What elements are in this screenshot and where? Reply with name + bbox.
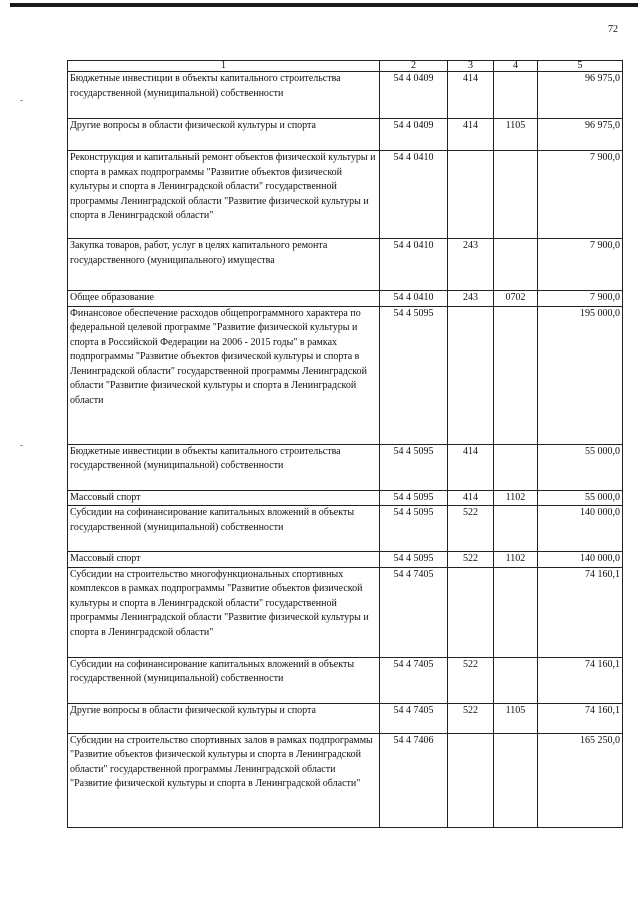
- row-code: 54 4 0409: [380, 119, 448, 151]
- row-fkr: 0702: [494, 291, 538, 307]
- row-sum: 55 000,0: [538, 444, 623, 490]
- table-row: [68, 506, 623, 552]
- row-sum: 55 000,0: [538, 490, 623, 506]
- table-row: [68, 567, 623, 657]
- row-name: Субсидии на софинансирование капитальных вложений в объекты государственной (муниципальной) собственности: [68, 657, 380, 703]
- row-name: Бюджетные инвестиции в объекты капитального строительства государственной (муниципальной) собственности: [68, 444, 380, 490]
- scan-mark: [20, 445, 23, 446]
- budget-table: [67, 60, 623, 828]
- row-name: Массовый спорт: [68, 490, 380, 506]
- header-col-2: 2: [380, 61, 448, 72]
- row-code: 54 4 5095: [380, 490, 448, 506]
- row-code: 54 4 5095: [380, 306, 448, 444]
- row-fkr: 1105: [494, 703, 538, 733]
- row-kvr: 522: [448, 703, 494, 733]
- row-sum: 7 900,0: [538, 151, 623, 239]
- row-fkr: [494, 657, 538, 703]
- row-name: Субсидии на софинансирование капитальных вложений в объекты государственной (муниципальной) собственности: [68, 506, 380, 552]
- row-sum: 74 160,1: [538, 703, 623, 733]
- header-col-1: 1: [68, 61, 380, 72]
- row-name: Другие вопросы в области физической культуры и спорта: [68, 119, 380, 151]
- top-border-bar: [10, 3, 638, 7]
- table-row: [68, 72, 623, 119]
- row-code: 54 4 0410: [380, 291, 448, 307]
- header-col-3: 3: [448, 61, 494, 72]
- row-kvr: 414: [448, 444, 494, 490]
- table-row: [68, 552, 623, 568]
- row-code: 54 4 7405: [380, 567, 448, 657]
- row-code: 54 4 0410: [380, 151, 448, 239]
- row-sum: 74 160,1: [538, 567, 623, 657]
- row-code: 54 4 5095: [380, 552, 448, 568]
- row-sum: 140 000,0: [538, 552, 623, 568]
- row-sum: 140 000,0: [538, 506, 623, 552]
- row-name: Закупка товаров, работ, услуг в целях капитального ремонта государственного (муниципального) имущества: [68, 239, 380, 291]
- table-row: [68, 151, 623, 239]
- row-name: Реконструкция и капитальный ремонт объектов физической культуры и спорта в рамках подпрограммы "Развитие объектов физической культуры и спорта в Ленинградской области" государственной программы Ленинградской области "Развитие физической культуры и спорта в Ленинградской области": [68, 151, 380, 239]
- row-kvr: 414: [448, 119, 494, 151]
- row-sum: 96 975,0: [538, 119, 623, 151]
- row-fkr: [494, 72, 538, 119]
- row-kvr: [448, 151, 494, 239]
- row-sum: 74 160,1: [538, 657, 623, 703]
- row-fkr: [494, 506, 538, 552]
- row-name: Субсидии на строительство спортивных залов в рамках подпрограммы "Развитие объектов физической культуры и спорта в Ленинградской области" государственной программы Ленинградской области "Развитие физической культуры и спорта в Ленинградской области": [68, 733, 380, 827]
- row-fkr: 1102: [494, 552, 538, 568]
- row-sum: 195 000,0: [538, 306, 623, 444]
- row-kvr: [448, 306, 494, 444]
- row-name: Бюджетные инвестиции в объекты капитального строительства государственной (муниципальной) собственности: [68, 72, 380, 119]
- row-code: 54 4 7406: [380, 733, 448, 827]
- row-kvr: 414: [448, 72, 494, 119]
- table-row: [68, 306, 623, 444]
- table-row: [68, 239, 623, 291]
- row-fkr: [494, 733, 538, 827]
- row-code: 54 4 0410: [380, 239, 448, 291]
- table-header-row: [68, 61, 623, 72]
- row-sum: 96 975,0: [538, 72, 623, 119]
- row-code: 54 4 7405: [380, 703, 448, 733]
- header-col-4: 4: [494, 61, 538, 72]
- table-row: [68, 291, 623, 307]
- scan-mark: [20, 100, 23, 101]
- table-row: [68, 119, 623, 151]
- row-fkr: [494, 567, 538, 657]
- table-row: [68, 444, 623, 490]
- row-code: 54 4 5095: [380, 444, 448, 490]
- row-sum: 7 900,0: [538, 291, 623, 307]
- row-name: Субсидии на строительство многофункциональных спортивных комплексов в рамках подпрограммы "Развитие объектов физической культуры и спорта в Ленинградской области" государственной программы Ленинградской области "Развитие физической культуры и спорта в Ленинградской области": [68, 567, 380, 657]
- row-name: Финансовое обеспечение расходов общепрограммного характера по федеральной целевой программе "Развитие физической культуры и спорта в Российской Федерации на 2006 - 2015 годы" в рамках подпрограммы "Развитие объектов физической культуры и спорта в Ленинградской области" государственной программы Ленинградской области "Развитие физической культуры и спорта в Ленинградской области: [68, 306, 380, 444]
- row-kvr: 522: [448, 506, 494, 552]
- row-kvr: 522: [448, 552, 494, 568]
- row-kvr: 243: [448, 239, 494, 291]
- row-name: Общее образование: [68, 291, 380, 307]
- row-kvr: 522: [448, 657, 494, 703]
- row-name: Массовый спорт: [68, 552, 380, 568]
- row-kvr: [448, 567, 494, 657]
- row-code: 54 4 7405: [380, 657, 448, 703]
- row-sum: 7 900,0: [538, 239, 623, 291]
- table-row: [68, 733, 623, 827]
- row-sum: 165 250,0: [538, 733, 623, 827]
- row-kvr: 414: [448, 490, 494, 506]
- row-code: 54 4 5095: [380, 506, 448, 552]
- row-kvr: [448, 733, 494, 827]
- page-number: 72: [608, 24, 618, 35]
- row-fkr: [494, 151, 538, 239]
- table-row: [68, 703, 623, 733]
- row-name: Другие вопросы в области физической культуры и спорта: [68, 703, 380, 733]
- row-fkr: [494, 306, 538, 444]
- header-col-5: 5: [538, 61, 623, 72]
- row-fkr: [494, 444, 538, 490]
- row-code: 54 4 0409: [380, 72, 448, 119]
- row-fkr: 1105: [494, 119, 538, 151]
- row-fkr: [494, 239, 538, 291]
- row-kvr: 243: [448, 291, 494, 307]
- table-row: [68, 657, 623, 703]
- table-row: [68, 490, 623, 506]
- row-fkr: 1102: [494, 490, 538, 506]
